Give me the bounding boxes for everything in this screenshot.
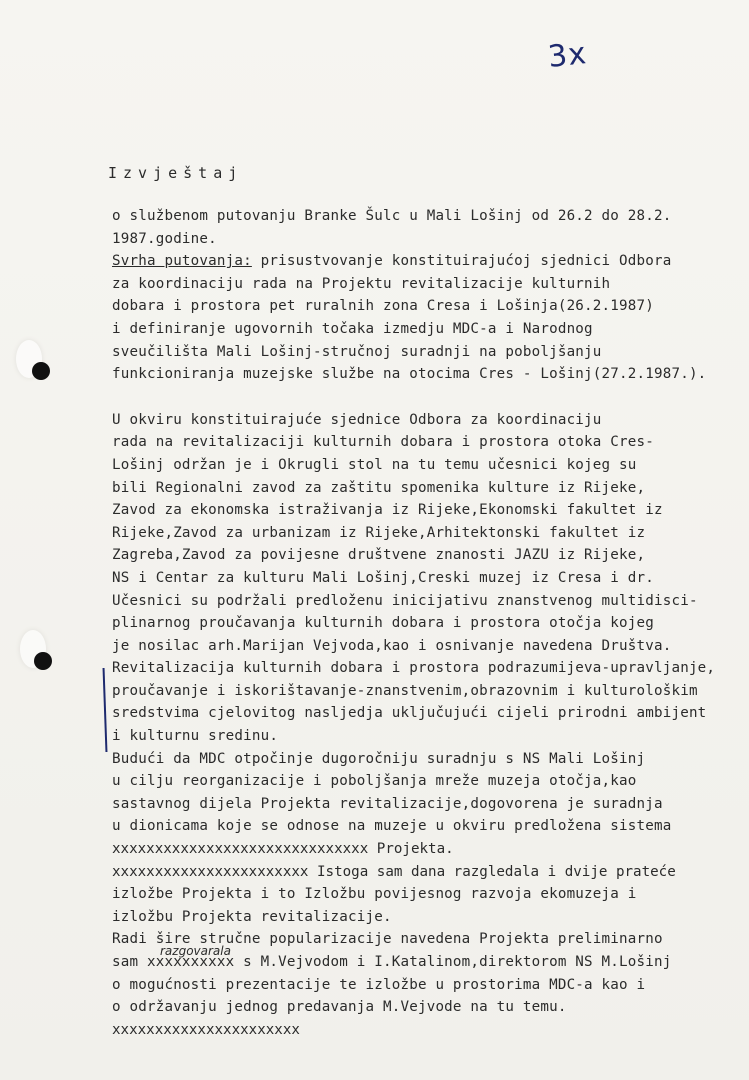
body-line: izložbu Projekta revitalizacije. — [112, 908, 392, 925]
body-line: Svrha putovanja: prisustvovanje konstituirajućoj sjednici Odbora — [112, 253, 672, 270]
body-line: rada na revitalizaciji kulturnih dobara i prostora otoka Cres- — [112, 434, 654, 451]
body-line: izložbe Projekta i to Izložbu povijesnog razvoja ekomuzeja i — [112, 886, 637, 903]
body-line: o mogućnosti prezentacije te izložbe u prostorima MDC-a kao i — [112, 976, 646, 993]
body-line: Radi šire stručne popularizacije navedena Projekta preliminarno — [112, 931, 663, 948]
body-line-struck: xxxxxxxxxxxxxxxxxxxxxxxxxxxxxx Projekta. — [112, 841, 454, 858]
body-line: o službenom putovanju Branke Šulc u Mali Lošinj od 26.2 do 28.2. — [112, 208, 672, 224]
handwritten-mark: 3x — [546, 36, 589, 75]
body-line: Zagreba,Zavod za povijesne društvene znanosti JAZU iz Rijeke, — [112, 547, 646, 564]
body-line-struck: xxxxxxxxxxxxxxxxxxxxxxx Istoga sam dana razgledala i dvije prateće — [112, 863, 676, 880]
document-title: Izvještaj — [108, 164, 244, 182]
document-body — [112, 205, 742, 1041]
body-line: Lošinj održan je i Okrugli stol na tu temu učesnici kojeg su — [112, 456, 637, 473]
body-line: i definiranje ugovornih točaka izmedju MDC-a i Narodnog — [112, 320, 593, 337]
body-line: funkcioniranja muzejske službe na otocima Cres - Lošinj(27.2.1987.). — [112, 366, 707, 383]
purpose-label: Svrha putovanja: — [112, 253, 252, 270]
body-line: sastavnog dijela Projekta revitalizacije,dogovorena je suradnja — [112, 795, 663, 812]
body-line: proučavanje i iskorištavanje-znanstvenim,obrazovnim i kulturološkim — [112, 682, 698, 699]
body-line: Revitalizacija kulturnih dobara i prostora podrazumijeva-upravljanje, — [112, 660, 716, 677]
body-line-struck: xxxxxxxxxxxxxxxxxxxxxx — [112, 1021, 300, 1038]
body-line: za koordinaciju rada na Projektu revitalizacije kulturnih — [112, 275, 611, 292]
punch-hole — [32, 362, 50, 380]
body-line: sredstvima cjelovitog nasljedja uključujući cijeli prirodni ambijent — [112, 705, 707, 722]
paragraph-gap — [112, 386, 742, 409]
body-line: U okviru konstituirajuće sjednice Odbora za koordinaciju — [112, 411, 602, 428]
body-line: Budući da MDC otpočinje dugoročniju suradnju s NS Mali Lošinj — [112, 750, 646, 767]
body-line: plinarnog proučavanja kulturnih dobara i prostora otočja kojeg — [112, 615, 654, 632]
body-line: Rijeke,Zavod za urbanizam iz Rijeke,Arhitektonski fakultet iz — [112, 524, 646, 541]
body-line: NS i Centar za kulturu Mali Lošinj,Creski muzej iz Cresa i dr. — [112, 569, 654, 586]
punch-hole — [34, 652, 52, 670]
body-line: i kulturnu sredinu. — [112, 728, 279, 745]
body-line: sam xxxxxxxxxx s M.Vejvodom i I.Katalinom,direktorom NS M.Lošinj — [112, 954, 672, 970]
body-line: bili Regionalni zavod za zaštitu spomenika kulture iz Rijeke, — [112, 479, 646, 496]
handwritten-insert: razgovarala — [160, 944, 231, 958]
body-line: u cilju reorganizacije i poboljšanja mreže muzeja otočja,kao — [112, 773, 637, 790]
body-line: Zavod za ekonomska istraživanja iz Rijeke,Ekonomski fakultet iz — [112, 502, 663, 519]
body-line: dobara i prostora pet ruralnih zona Cresa i Lošinja(26.2.1987) — [112, 298, 654, 315]
body-line: je nosilac arh.Marijan Vejvoda,kao i osnivanje navedena Društva. — [112, 637, 672, 654]
body-line: sveučilišta Mali Lošinj-stručnoj suradnji na poboljšanju — [112, 343, 602, 360]
body-line: u dionicama koje se odnose na muzeje u okviru predložena sistema — [112, 818, 672, 835]
margin-bar — [103, 668, 108, 752]
body-line: 1987.godine. — [112, 230, 217, 247]
body-line: Učesnici su podržali predloženu inicijativu znanstvenog multidisci- — [112, 592, 698, 609]
body-line: o održavanju jednog predavanja M.Vejvode na tu temu. — [112, 999, 567, 1016]
